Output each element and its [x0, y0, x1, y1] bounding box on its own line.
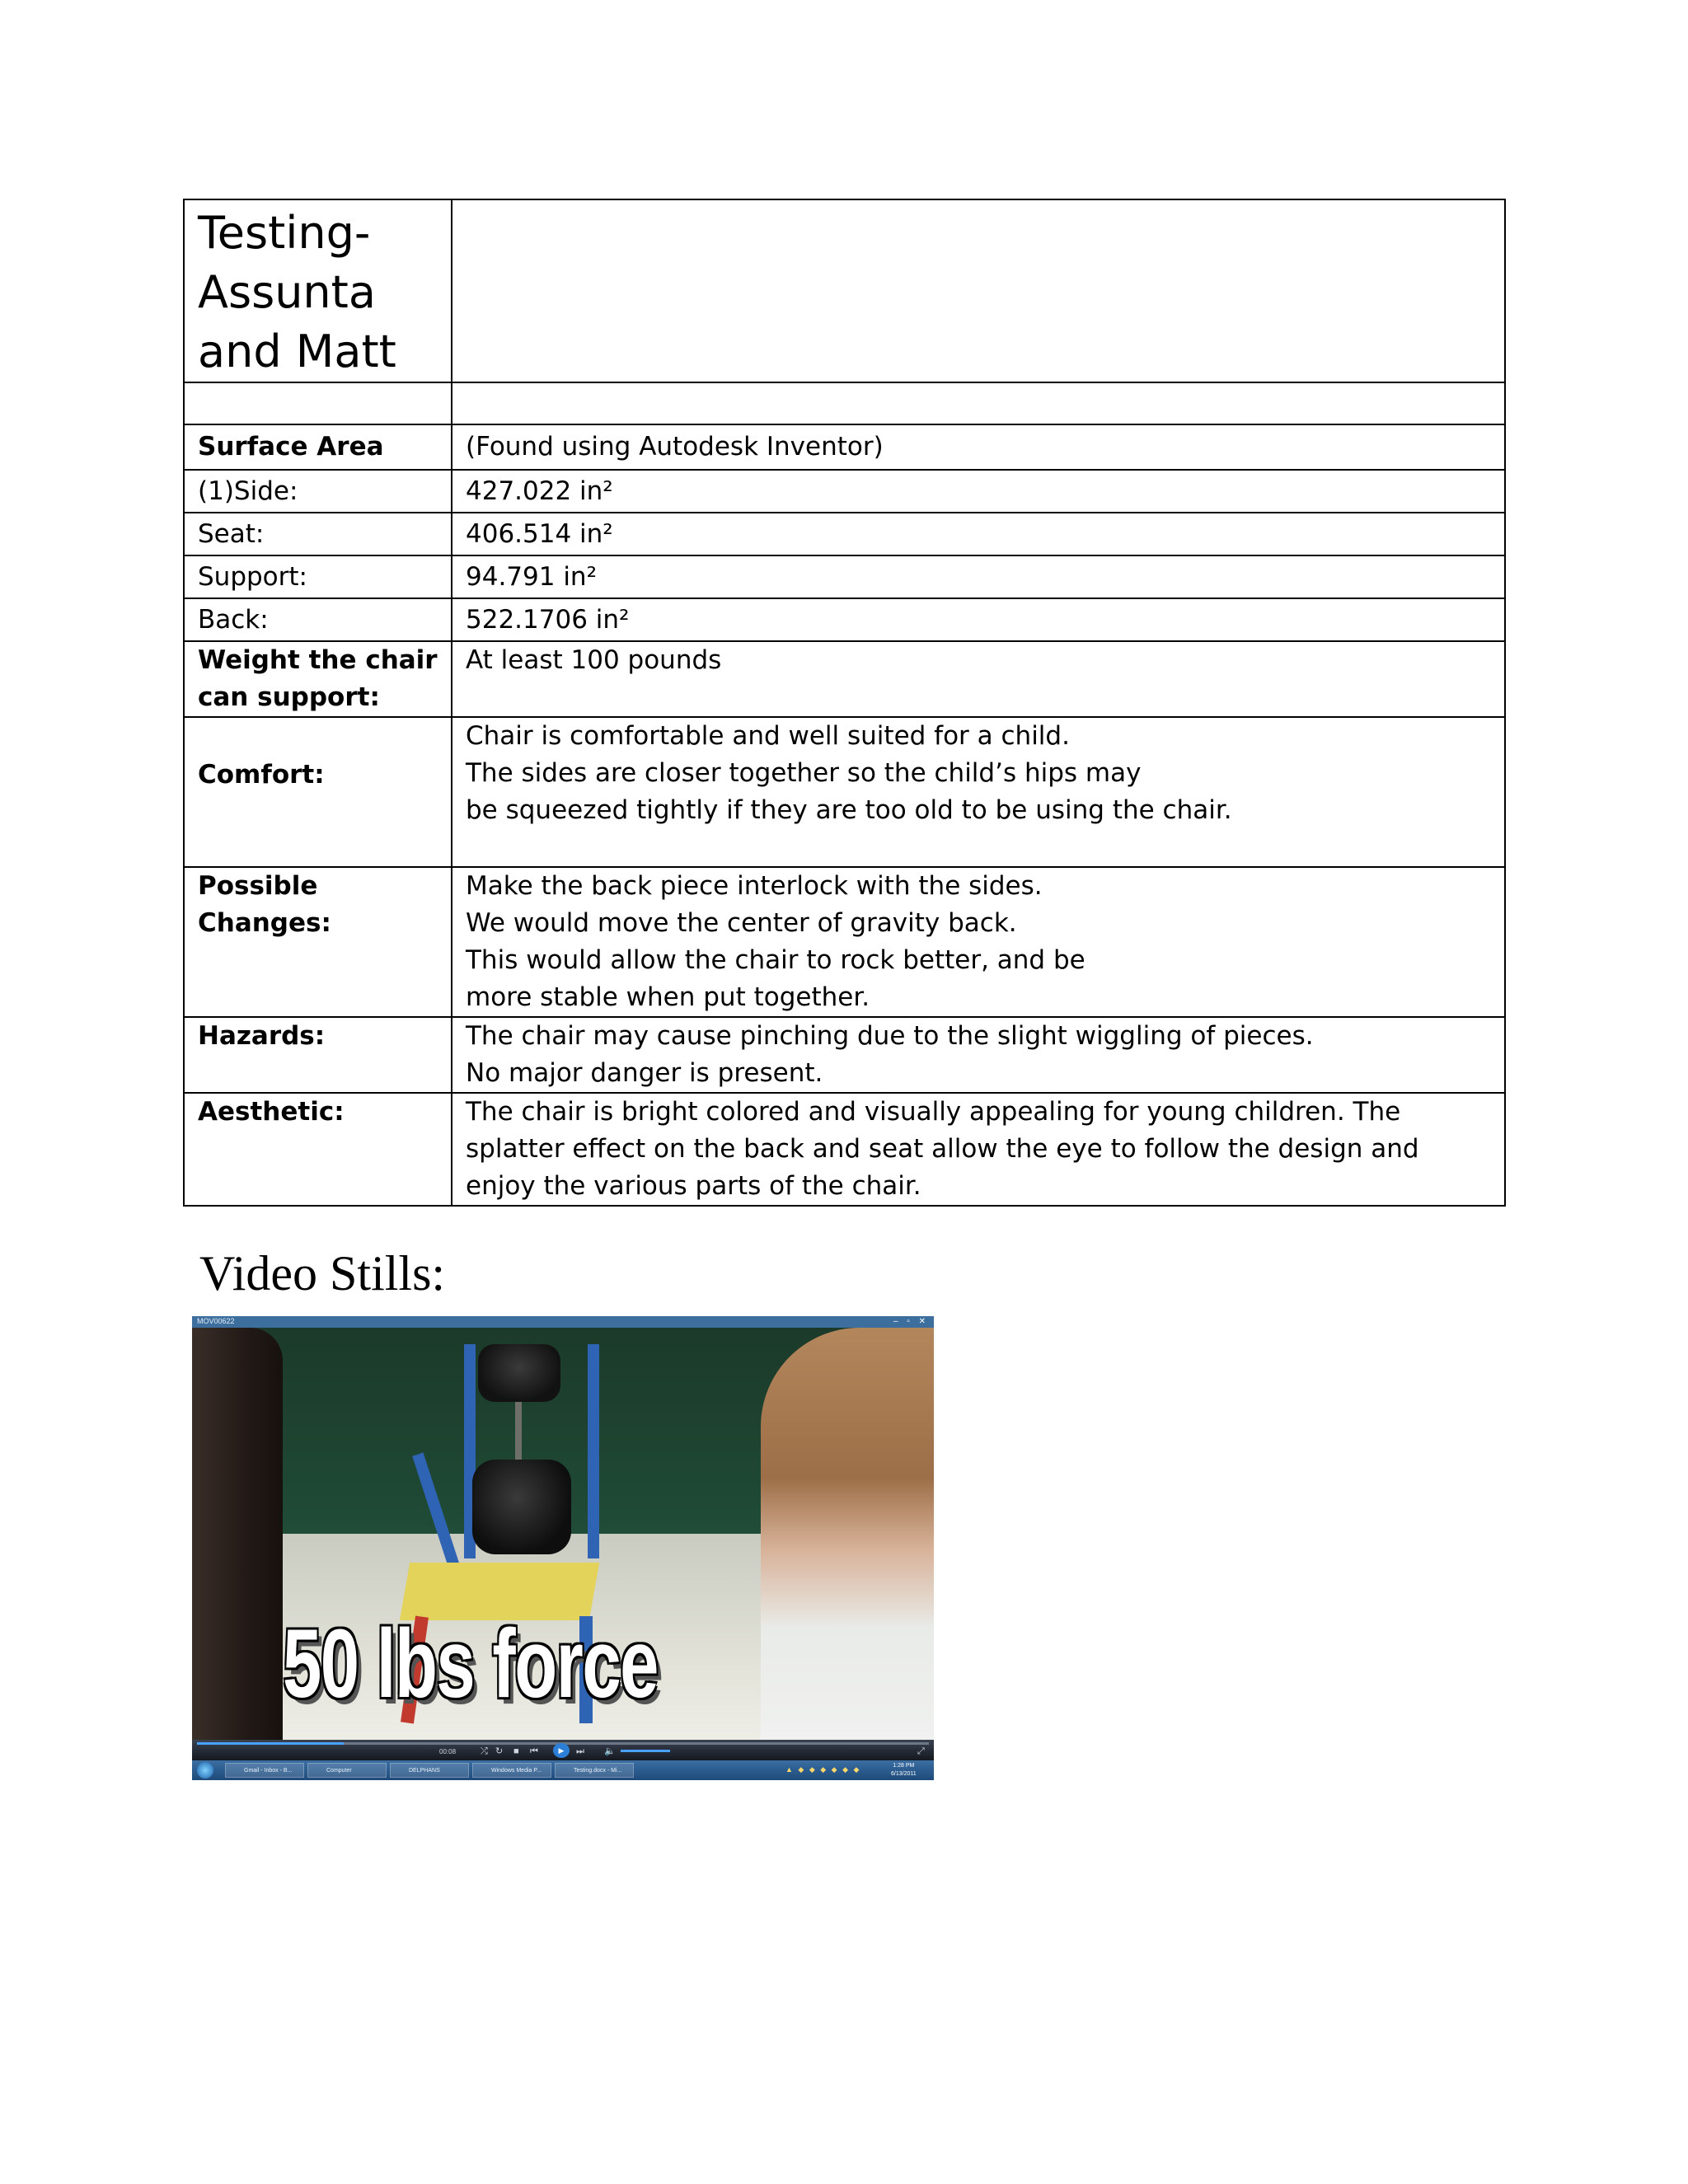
- side-value: 427.022 in²: [452, 470, 1505, 513]
- weight-label: Weight the chair can support:: [184, 641, 452, 717]
- comfort-label: Comfort:: [184, 717, 452, 867]
- support-label: Support:: [184, 555, 452, 598]
- surface-area-note: (Found using Autodesk Inventor): [452, 424, 1505, 470]
- volume-icon[interactable]: 🔈: [604, 1746, 616, 1756]
- next-icon[interactable]: ⏭: [576, 1746, 584, 1756]
- empty-title-cell: [452, 199, 1505, 382]
- clock-time: 1:28 PM: [893, 1763, 915, 1769]
- surface-area-label: Surface Area: [184, 424, 452, 470]
- video-area: [192, 1328, 934, 1740]
- support-value: 94.791 in²: [452, 555, 1505, 598]
- empty-spacer-cell: [184, 382, 452, 424]
- comfort-value: Chair is comfortable and well suited for a child. The sides are closer together so the child’s hips may be squeezed tightly if they are too old to be using the chair.: [452, 717, 1505, 867]
- video-caption: 50 lbs force: [283, 1610, 658, 1718]
- system-tray-icons[interactable]: ▲ ◆ ◆ ◆ ◆ ◆ ◆: [785, 1765, 861, 1774]
- dumbbell-bottom: [472, 1460, 571, 1554]
- back-label: Back:: [184, 598, 452, 641]
- previous-icon[interactable]: ⏮: [530, 1746, 538, 1756]
- shuffle-icon[interactable]: ⤮: [481, 1746, 488, 1756]
- person-left: [192, 1328, 283, 1740]
- testing-table: [183, 199, 1506, 1207]
- play-icon[interactable]: ▶: [553, 1743, 570, 1758]
- table-title: Testing- Assunta and Matt: [184, 199, 452, 382]
- player-controls: [192, 1740, 934, 1760]
- taskbar-item[interactable]: Testing.docx - Mi...: [555, 1763, 634, 1778]
- window-titlebar: [192, 1316, 934, 1328]
- hazards-value: The chair may cause pinching due to the slight wiggling of pieces. No major danger is present.: [452, 1017, 1505, 1093]
- possible-changes-label: Possible Changes:: [184, 867, 452, 1017]
- video-stills-heading: Video Stills:: [199, 1246, 446, 1301]
- taskbar-item[interactable]: Windows Media P...: [472, 1763, 551, 1778]
- empty-spacer-cell: [452, 382, 1505, 424]
- volume-slider[interactable]: [621, 1750, 670, 1752]
- aesthetic-label: Aesthetic:: [184, 1093, 452, 1206]
- hazards-label: Hazards:: [184, 1017, 452, 1093]
- chair-back-post: [588, 1344, 599, 1558]
- possible-changes-value: Make the back piece interlock with the sides. We would move the center of gravity back. This would allow the chair to rock better, and be more stable when put together.: [452, 867, 1505, 1017]
- weight-value: At least 100 pounds: [452, 641, 1505, 717]
- back-value: 522.1706 in²: [452, 598, 1505, 641]
- playback-time: 00:08: [439, 1748, 457, 1755]
- clock-date: 6/13/2011: [891, 1771, 917, 1777]
- taskbar-item[interactable]: Computer: [307, 1763, 387, 1778]
- seek-progress: [197, 1742, 344, 1745]
- start-button-icon[interactable]: [197, 1762, 213, 1779]
- video-still-screenshot: [192, 1316, 934, 1780]
- fullscreen-icon[interactable]: ⤢: [917, 1746, 925, 1756]
- taskbar-clock[interactable]: [891, 1762, 917, 1779]
- aesthetic-value: The chair is bright colored and visually appealing for young children. The splatter effect on the back and seat allow the eye to follow the design and enjoy the various parts of the chair.: [452, 1093, 1505, 1206]
- stop-icon[interactable]: ■: [513, 1746, 519, 1756]
- seat-label: Seat:: [184, 513, 452, 555]
- dumbbell-top: [478, 1344, 560, 1402]
- taskbar: [192, 1760, 934, 1780]
- taskbar-item[interactable]: Gmail - Inbox - B...: [225, 1763, 304, 1778]
- seat-value: 406.514 in²: [452, 513, 1505, 555]
- window-controls: – ▫ ✕: [893, 1317, 929, 1326]
- taskbar-item[interactable]: DELPHANS: [390, 1763, 469, 1778]
- repeat-icon[interactable]: ↻: [495, 1746, 504, 1756]
- side-label: (1)Side:: [184, 470, 452, 513]
- window-title: MOV00622: [197, 1317, 235, 1325]
- person-right: [761, 1328, 934, 1740]
